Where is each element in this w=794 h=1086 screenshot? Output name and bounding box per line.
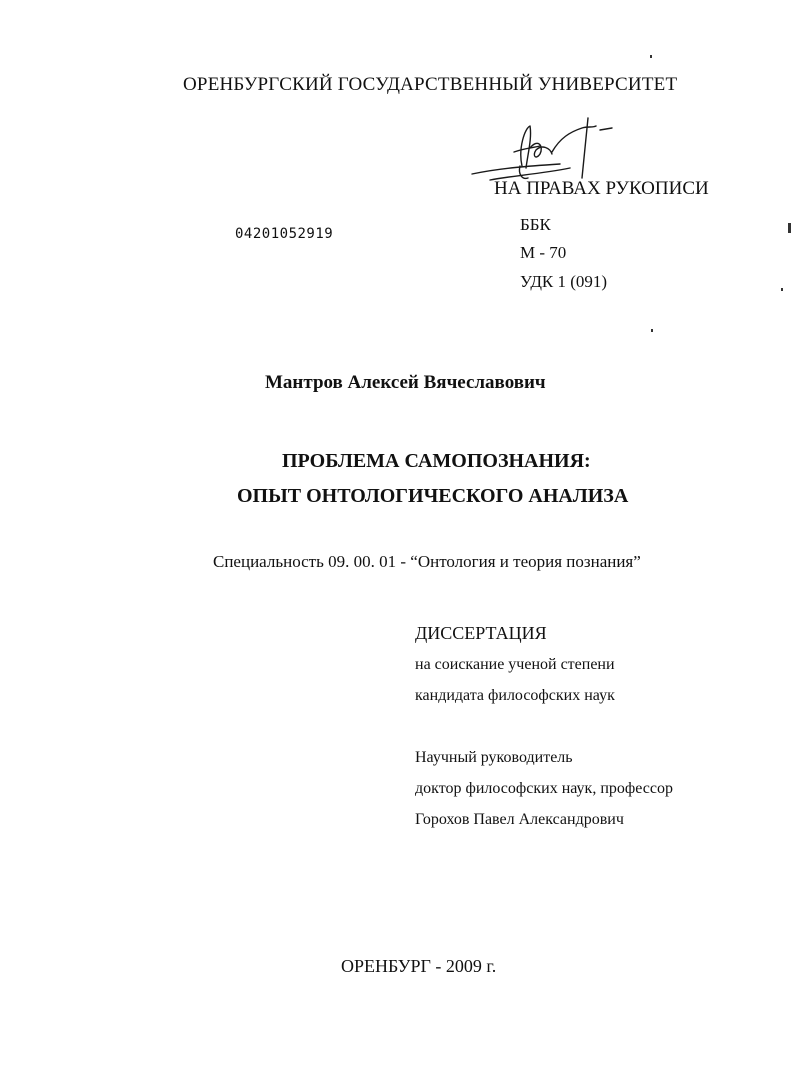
bbk-label: ББК xyxy=(520,215,551,234)
supervisor-rank: доктор философских наук, профессор xyxy=(415,780,673,797)
m-code: М - 70 xyxy=(520,243,567,262)
scan-speck xyxy=(781,288,783,291)
supervisor-label: Научный руководитель xyxy=(415,749,573,766)
inventory-number: 04201052919 xyxy=(235,226,334,242)
scan-speck xyxy=(651,329,653,332)
scan-speck xyxy=(788,223,791,233)
specialty-line: Специальность 09. 00. 01 - “Онтология и теория познания” xyxy=(213,552,641,571)
scan-speck xyxy=(650,55,652,58)
manuscript-note: НА ПРАВАХ РУКОПИСИ xyxy=(494,178,709,199)
degree-line-1: на соискание ученой степени xyxy=(415,656,615,673)
city-year: ОРЕНБУРГ - 2009 г. xyxy=(341,956,497,976)
university-name: ОРЕНБУРГСКИЙ ГОСУДАРСТВЕННЫЙ УНИВЕРСИТЕТ xyxy=(183,74,678,95)
udk-code: УДК 1 (091) xyxy=(520,272,608,291)
dissertation-title-line-1: ПРОБЛЕМА САМОПОЗНАНИЯ: xyxy=(282,450,591,472)
dissertation-title-line-2: ОПЫТ ОНТОЛОГИЧЕСКОГО АНАЛИЗА xyxy=(237,485,629,507)
degree-line-2: кандидата философских наук xyxy=(415,687,615,704)
author-name: Мантров Алексей Вячеславович xyxy=(265,372,546,393)
supervisor-name: Горохов Павел Александрович xyxy=(415,811,624,828)
dissertation-heading: ДИССЕРТАЦИЯ xyxy=(415,623,547,643)
